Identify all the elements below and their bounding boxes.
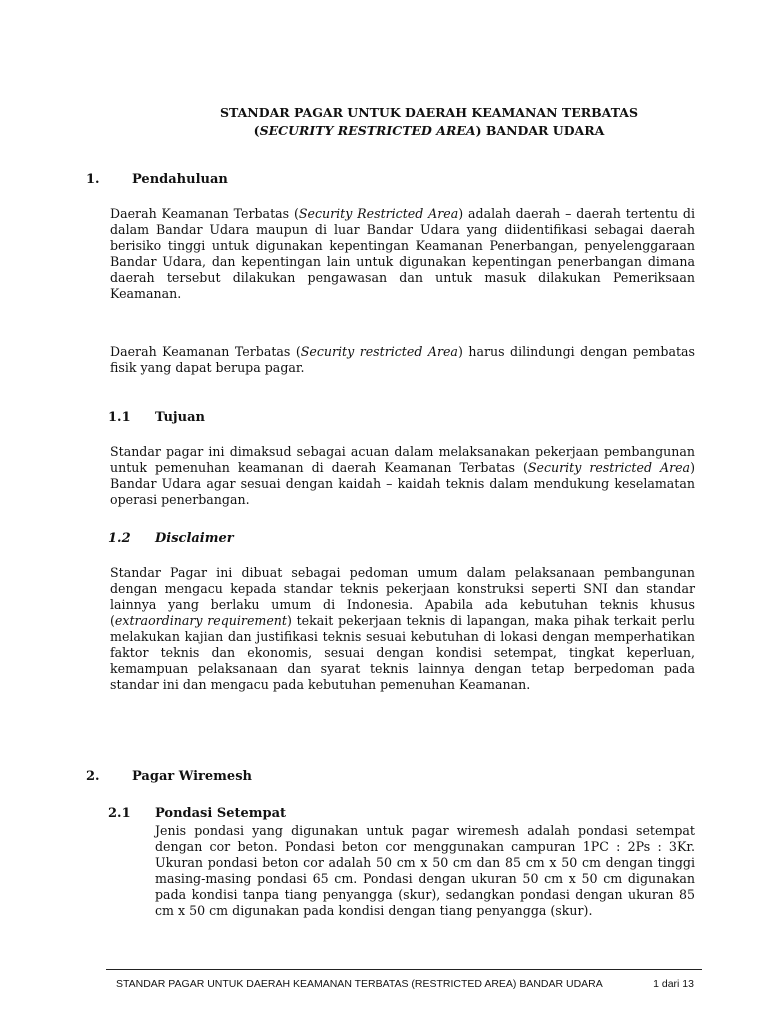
text-run: Daerah Keamanan Terbatas ( — [110, 344, 301, 359]
title-italic: SECURITY RESTRICTED AREA — [259, 123, 476, 138]
document-title — [0, 104, 768, 140]
section-number: 2. — [86, 769, 100, 784]
text-run: Daerah Keamanan Terbatas ( — [110, 206, 299, 221]
footer-divider — [106, 969, 702, 970]
text-run: ) adalah daerah – daerah tertentu di dalam Bandar Udara maupun di luar Bandar Udara yang diidentifikasi sebagai daerah berisiko tinggi untuk digunakan kepentingan Keamanan Penerbangan, penyelenggaraan Bandar Udara, dan kepentingan lain untuk digunakan kepentingan penerbangan dimana daerah tersebut dilakukan pengawasan dan untuk masuk dilakukan Pemeriksaan Keamanan. — [110, 206, 695, 301]
section-2-heading — [86, 769, 252, 785]
title-line-1: STANDAR PAGAR UNTUK DAERAH KEAMANAN TERBATAS — [219, 105, 639, 120]
text-run: Standar Pagar ini dibuat sebagai pedoman umum dalam pelaksanaan pembangunan dengan mengacu kepada standar teknis pekerjaan konstruksi seperti SNI dan standar lainnya yang berlaku umum di Indonesia. Apabila ada kebutuhan teknis khusus ( — [110, 565, 695, 628]
section-title: Pagar Wiremesh — [132, 769, 252, 784]
footer-title: STANDAR PAGAR UNTUK DAERAH KEAMANAN TERBATAS (RESTRICTED AREA) BANDAR UDARA — [116, 978, 603, 990]
section-number: 1.2 — [108, 531, 131, 546]
section-2-1-paragraph — [155, 823, 695, 919]
section-1-1-paragraph — [110, 444, 695, 508]
section-number: 2.1 — [108, 806, 131, 821]
section-title: Tujuan — [155, 410, 205, 425]
text-run: Standar pagar ini dimaksud sebagai acuan dalam melaksanakan pekerjaan pembangunan untuk pemenuhan keamanan di daerah Keamanan Terbatas ( — [110, 444, 695, 475]
text-run: ) harus dilindungi dengan pembatas fisik yang dapat berupa pagar. — [110, 344, 695, 375]
section-2-1-heading — [108, 806, 286, 822]
section-1-2-heading — [108, 531, 234, 547]
section-title: Pendahuluan — [132, 172, 228, 187]
title-rest: ) BANDAR UDARA — [475, 123, 605, 138]
section-1-heading — [86, 172, 228, 188]
section-1-1-heading — [108, 410, 205, 426]
section-1-paragraph-1 — [110, 206, 695, 302]
text-run: ) Bandar Udara agar sesuai dengan kaidah – kaidah teknis dalam mendukung keselamatan operasi penerbangan. — [110, 460, 695, 507]
section-number: 1.1 — [108, 410, 131, 425]
page-footer — [116, 976, 694, 992]
text-run: ) tekait pekerjaan teknis di lapangan, maka pihak terkait perlu melakukan kajian dan justifikasi teknis sesuai kebutuhan di lokasi dengan memperhatikan faktor teknis dan ekonomis, sesuai dengan kondisi setempat, tingkat keperluan, kemampuan pelaksanaan dan syarat teknis lainnya dengan tetap berpedoman pada standar ini dan mengacu pada kebutuhan pemenuhan Keamanan. — [110, 613, 695, 692]
italic-run: Security restricted Area — [300, 344, 458, 359]
title-paren: ( — [253, 123, 260, 138]
title-line-2 — [90, 122, 768, 140]
section-title: Pondasi Setempat — [155, 806, 287, 821]
text-run: Jenis pondasi yang digunakan untuk pagar wiremesh adalah pondasi setempat dengan cor beton. Pondasi beton cor menggunakan campuran 1PC : 2Ps : 3Kr. Ukuran pondasi beton cor adalah 50 cm x 50 cm dan 85 cm x 50 cm dengan tinggi masing-masing pondasi 65 cm. Pondasi dengan ukuran 50 cm x 50 cm digunakan pada kondisi tanpa tiang penyangga (skur), sedangkan pondasi dengan ukuran 85 cm x 50 cm digunakan pada kondisi dengan tiang penyangga (skur). — [155, 823, 695, 918]
section-title: Disclaimer — [155, 531, 234, 546]
italic-run: Security restricted Area — [527, 460, 691, 475]
italic-run: extraordinary requirement — [114, 613, 287, 628]
section-number: 1. — [86, 172, 100, 187]
page-number: 1 dari 13 — [653, 978, 694, 990]
italic-run: Security Restricted Area — [298, 206, 459, 221]
section-1-paragraph-2 — [110, 344, 695, 376]
section-1-2-paragraph — [110, 565, 695, 693]
